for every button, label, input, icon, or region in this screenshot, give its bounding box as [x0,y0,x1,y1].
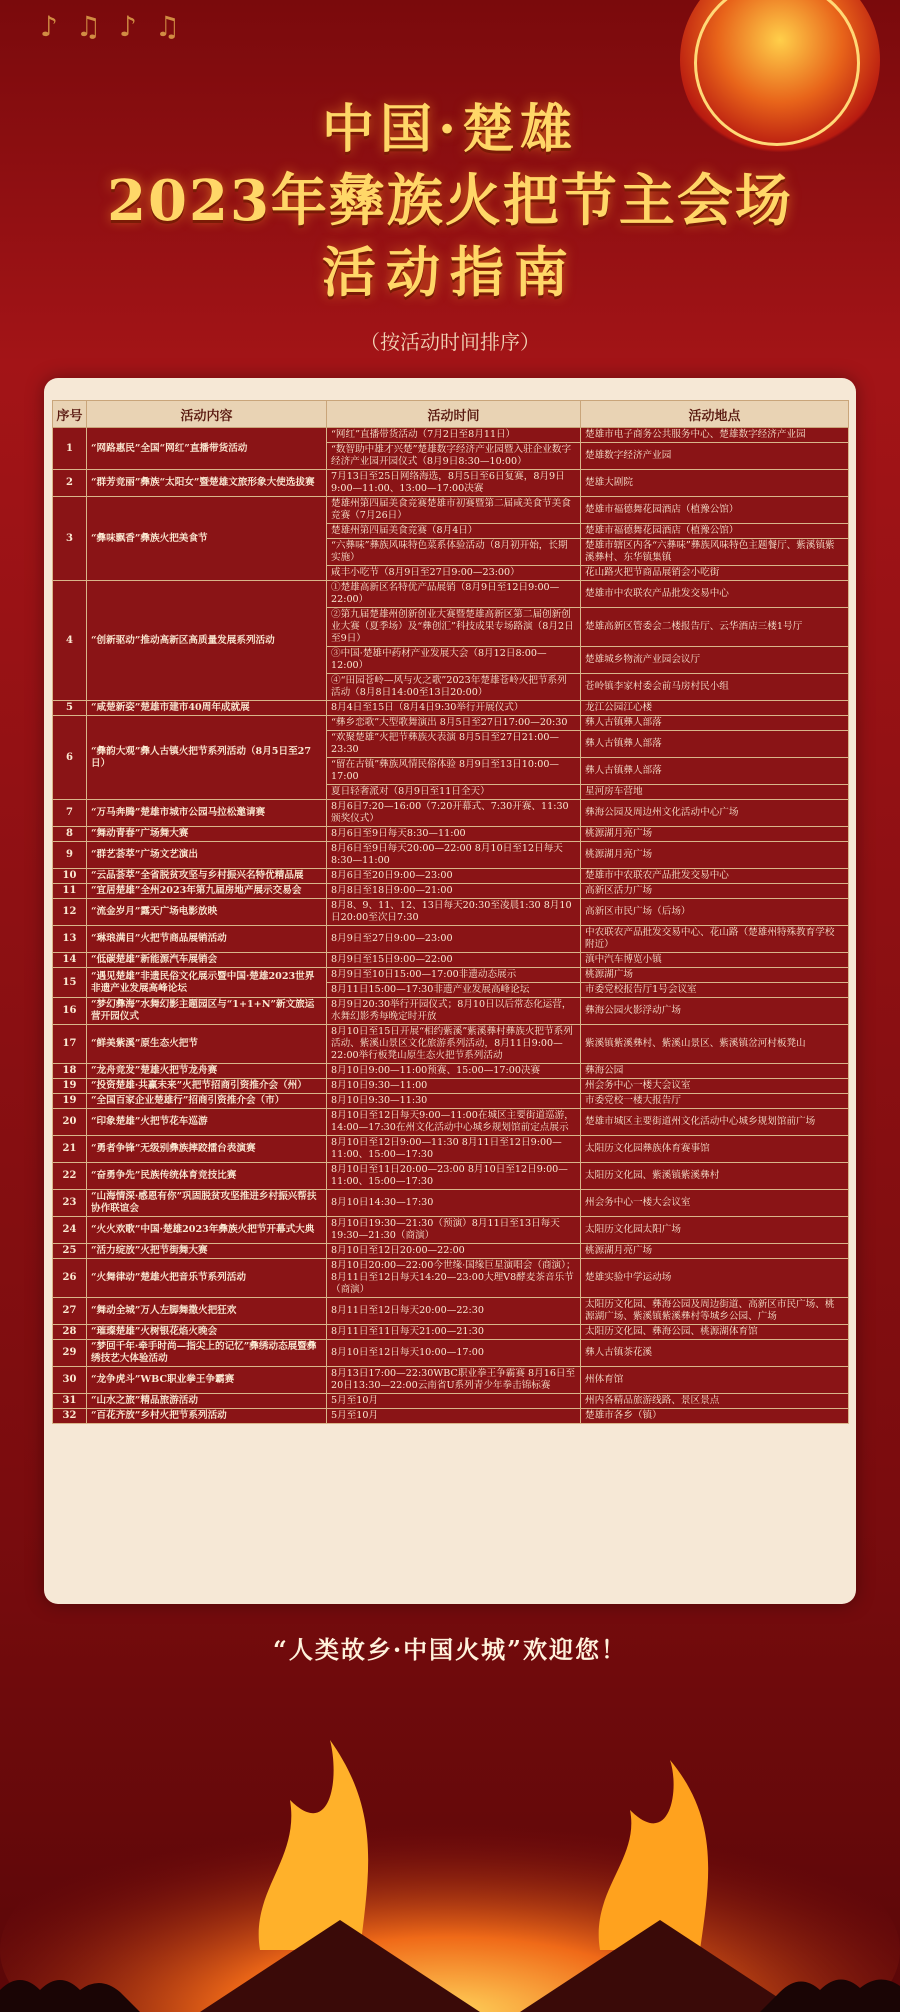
table-row [53,1109,849,1136]
table-body [53,428,849,1424]
time-cell: 8月10日9:30—11:30 [327,1094,581,1109]
place-cell: 中农联农产品批发交易中心、花山路（楚雄州特殊教育学校附近） [581,926,849,953]
table-row [53,1079,849,1094]
table-row [53,1025,849,1064]
time-cell: 8月10日19:30—21:30（预演）8月11日至13日每天19:30—21:30（商演） [327,1217,581,1244]
activity-cell: “印象楚雄”火把节花车巡游 [87,1109,327,1136]
table-row [53,884,849,899]
row-number: 30 [53,1367,87,1394]
row-number: 21 [53,1136,87,1163]
activity-cell: “舞动全城”万人左脚舞撒火把狂欢 [87,1298,327,1325]
music-notes-decoration: ♪♫♪♫ [40,10,198,43]
row-number: 4 [53,581,87,701]
row-number: 18 [53,1064,87,1079]
time-cell: 夏日轻奢派对（8月9日至11日全天） [327,785,581,800]
place-cell: 太阳历文化园、紫溪镇紫溪彝村 [581,1163,849,1190]
row-number: 20 [53,1109,87,1136]
row-number: 17 [53,1025,87,1064]
activity-cell: “群艺荟萃”广场文艺演出 [87,842,327,869]
table-row [53,869,849,884]
table-row [53,1394,849,1409]
table-row [53,827,849,842]
table-row [53,1244,849,1259]
time-cell: 8月8、9、11、12、13日每天20:30至凌晨1:30 8月10日20:00至次日7:30 [327,899,581,926]
place-cell: 州会务中心一楼大会议室 [581,1079,849,1094]
time-cell: ②第九届楚雄州创新创业大赛暨楚雄高新区第二届创新创业大赛（夏季场）及“彝创汇”科技成果专场路演（8月2日至9日） [327,608,581,647]
activity-cell: “活力绽放”火把节街舞大赛 [87,1244,327,1259]
activity-cell: “琳琅满目”火把节商品展销活动 [87,926,327,953]
activity-cell: “群芳竞丽”彝族“太阳女”暨楚雄文旅形象大使选拔赛 [87,470,327,497]
place-cell: 桃源湖月亮广场 [581,827,849,842]
table-row [53,800,849,827]
table-row [53,899,849,926]
time-cell: 8月10日14:30—17:30 [327,1190,581,1217]
row-number: 31 [53,1394,87,1409]
header-no: 序号 [53,401,87,428]
table-row [53,581,849,608]
time-cell: 楚雄州第四届美食竞赛（8月4日） [327,524,581,539]
activity-cell: “低碳楚雄”新能源汽车展销会 [87,953,327,968]
time-cell: 8月9日至15日9:00—22:00 [327,953,581,968]
place-cell: 楚雄数字经济产业园 [581,443,849,470]
place-cell: 太阳历文化园、彝海公园及周边街道、高新区市民广场、桃源湖广场、紫溪镇紫溪彝村等城乡公园、广场 [581,1298,849,1325]
row-number: 9 [53,842,87,869]
time-cell: 5月至10月 [327,1409,581,1424]
title-line-1: 中国·楚雄 [321,99,579,160]
activity-cell: “鲜美紫溪”原生态火把节 [87,1025,327,1064]
time-cell: 8月9日至27日9:00—23:00 [327,926,581,953]
activity-cell: “龙争虎斗”WBC职业拳王争霸赛 [87,1367,327,1394]
place-cell: 彝人古镇茶花溪 [581,1340,849,1367]
place-cell: 州内各精品旅游线路、景区景点 [581,1394,849,1409]
place-cell: 太阳历文化园彝族体育赛事馆 [581,1136,849,1163]
row-number: 16 [53,998,87,1025]
time-cell: 8月10日9:30—11:00 [327,1079,581,1094]
activity-cell: “勇者争锋”无级别彝族摔跤擂台表演赛 [87,1136,327,1163]
header-time: 活动时间 [327,401,581,428]
table-row [53,1409,849,1424]
place-cell: 楚雄市福德舞花园酒店（植豫公馆） [581,524,849,539]
place-cell: 高新区活力广场 [581,884,849,899]
time-cell: 8月8日至18日9:00—21:00 [327,884,581,899]
table-row [53,1259,849,1298]
time-cell: 8月9日20:30举行开园仪式；8月10日以后常态化运营，水舞幻影秀每晚定时开放 [327,998,581,1025]
table-row [53,1163,849,1190]
place-cell: 彝人古镇彝人部落 [581,758,849,785]
place-cell: 市委党校报告厅1号会议室 [581,983,849,998]
table-row [53,1217,849,1244]
time-cell: 咸丰小吃节（8月9日至27日9:00—23:00） [327,566,581,581]
row-number: 28 [53,1325,87,1340]
time-cell: 8月6日7:20—16:00（7:20开幕式、7:30开赛、11:30颁奖仪式） [327,800,581,827]
activity-cell: “网路惠民”全国“网红”直播带货活动 [87,428,327,470]
place-cell: 楚雄市城区主要街道州文化活动中心城乡规划馆前广场 [581,1109,849,1136]
row-number: 19 [53,1094,87,1109]
activity-cell: “流金岁月”露天广场电影放映 [87,899,327,926]
time-cell: 8月10日至12日每天10:00—17:00 [327,1340,581,1367]
place-cell: 彝海公园 [581,1064,849,1079]
time-cell: 楚雄州第四届美食竞赛楚雄市初赛暨第二届咸美食节美食竞赛（7月26日） [327,497,581,524]
table-row [53,1064,849,1079]
schedule-panel [44,378,856,1604]
activity-cell: “全国百家企业楚雄行”招商引资推介会（市） [87,1094,327,1109]
footer-slogan: “人类故乡·中国火城”欢迎您！ [273,1635,627,1664]
table-row [53,470,849,497]
table-row [53,1367,849,1394]
place-cell: 楚雄市中农联农产品批发交易中心 [581,869,849,884]
time-cell: “欢聚楚雄”火把节彝族火表演 8月5日至27日21:00—23:30 [327,731,581,758]
row-number: 27 [53,1298,87,1325]
time-cell: 8月11日15:00—17:30非遗产业发展高峰论坛 [327,983,581,998]
row-number: 5 [53,701,87,716]
row-number: 11 [53,884,87,899]
time-cell: 8月10日至11日20:00—23:00 8月10日至12日9:00—11:00、15:00—17:30 [327,1163,581,1190]
row-number: 15 [53,968,87,998]
place-cell: 桃源湖月亮广场 [581,1244,849,1259]
place-cell: 楚雄市辖区内各“六彝味”彝族风味特色主题餐厅、紫溪镇紫溪彝村、东华镇集镇 [581,539,849,566]
time-cell: 7月13日至25日网络海选，8月5日至6日复赛，8月9日9:00—11:00、13:00—17:00决赛 [327,470,581,497]
time-cell: 8月10日至12日每天9:00—11:00在城区主要街道巡游，14:00—17:30在州文化活动中心城乡规划馆前定点展示 [327,1109,581,1136]
activity-cell: “彝韵大观”彝人古镇火把节系列活动（8月5日至27日） [87,716,327,800]
time-cell: 8月9日至10日15:00—17:00非遗动态展示 [327,968,581,983]
table-row [53,842,849,869]
schedule-table [52,400,849,1424]
time-cell: “六彝味”彝族风味特色菜系体验活动（8月初开始，长期实施） [327,539,581,566]
table-header-row [53,401,849,428]
time-cell: 8月13日17:00—22:30WBC职业拳王争霸赛 8月16日至20日13:30—22:00云南省U系列青少年拳击锦标赛 [327,1367,581,1394]
row-number: 32 [53,1409,87,1424]
row-number: 19 [53,1079,87,1094]
place-cell: 州会务中心一楼大会议室 [581,1190,849,1217]
table-row [53,716,849,731]
row-number: 23 [53,1190,87,1217]
row-number: 7 [53,800,87,827]
place-cell: 楚雄市福德舞花园酒店（植豫公馆） [581,497,849,524]
row-number: 6 [53,716,87,800]
activity-cell: “舞动青春”广场舞大赛 [87,827,327,842]
place-cell: 桃源湖广场 [581,968,849,983]
row-number: 2 [53,470,87,497]
place-cell: 龙江公园江心楼 [581,701,849,716]
header-place: 活动地点 [581,401,849,428]
place-cell: 桃源湖月亮广场 [581,842,849,869]
time-cell: 8月10日至12日20:00—22:00 [327,1244,581,1259]
place-cell: 彝人古镇彝人部落 [581,731,849,758]
time-cell: 8月11日至11日每天21:00—21:30 [327,1325,581,1340]
row-number: 1 [53,428,87,470]
activity-cell: “万马奔腾”楚雄市城市公园马拉松邀请赛 [87,800,327,827]
row-number: 24 [53,1217,87,1244]
place-cell: 楚雄城乡物流产业园会议厅 [581,647,849,674]
title-line-2: 2023年彝族火把节主会场 [107,168,793,234]
row-number: 22 [53,1163,87,1190]
row-number: 10 [53,869,87,884]
activity-cell: “璀璨楚雄”火树银花焰火晚会 [87,1325,327,1340]
table-row [53,701,849,716]
place-cell: 市委党校一楼大报告厅 [581,1094,849,1109]
table-row [53,998,849,1025]
activity-cell: “奋勇争先”民族传统体育竞技比赛 [87,1163,327,1190]
title-line-3: 活动指南 [322,240,578,304]
place-cell: 州体育馆 [581,1367,849,1394]
table-row [53,428,849,443]
time-cell: “网红”直播带货活动（7月2日至8月11日） [327,428,581,443]
place-cell: 紫溪镇紫溪彝村、紫溪山景区、紫溪镇岔河村板凳山 [581,1025,849,1064]
place-cell: 太阳历文化园太阳广场 [581,1217,849,1244]
time-cell: “数智助中雄才兴楚”楚雄数字经济产业园暨入驻企业数字经济产业园开园仪式（8月9日8:30—10:00） [327,443,581,470]
time-cell: 8月10日20:00—22:00今世缘·国缘巨星演唱会（商演）；8月11日至12日每天14:20—23:00大理V8酵麦茶音乐节（商演） [327,1259,581,1298]
row-number: 14 [53,953,87,968]
activity-cell: “宜居楚雄”全州2023年第九届房地产展示交易会 [87,884,327,899]
row-number: 29 [53,1340,87,1367]
table-row [53,1136,849,1163]
table-row [53,1298,849,1325]
table-row [53,926,849,953]
place-cell: 花山路火把节商品展销会小吃街 [581,566,849,581]
time-cell: 8月6日至9日每天8:30—11:00 [327,827,581,842]
time-cell: 5月至10月 [327,1394,581,1409]
row-number: 26 [53,1259,87,1298]
table-row [53,953,849,968]
place-cell: 楚雄市电子商务公共服务中心、楚雄数字经济产业园 [581,428,849,443]
time-cell: 8月6日至20日9:00—23:00 [327,869,581,884]
activity-cell: “创新驱动”推动高新区高质量发展系列活动 [87,581,327,701]
place-cell: 彝海公园及周边州文化活动中心广场 [581,800,849,827]
table-row [53,968,849,983]
time-cell: “彝乡恋歌”大型歌舞演出 8月5日至27日17:00—20:30 [327,716,581,731]
time-cell: 8月10日至12日9:00—11:30 8月11日至12日9:00—11:00、15:00—17:30 [327,1136,581,1163]
row-number: 3 [53,497,87,581]
time-cell: “留在古镇”彝族风情民俗体验 8月9日至13日10:00—17:00 [327,758,581,785]
activity-cell: “火火欢歌”中国·楚雄2023年彝族火把节开幕式大典 [87,1217,327,1244]
time-cell: 8月10日至15日开展“相约紫溪”紫溪彝村彝族火把节系列活动、紫溪山景区文化旅游系列活动，8月11日9:00—22:00举行板凳山原生态火把节系列活动 [327,1025,581,1064]
activity-cell: “火舞律动”楚雄火把音乐节系列活动 [87,1259,327,1298]
row-number: 25 [53,1244,87,1259]
fire-glow [0,1790,900,2012]
time-cell: 8月10日9:00—11:00预赛、15:00—17:00决赛 [327,1064,581,1079]
place-cell: 彝海公园火影浮动广场 [581,998,849,1025]
activity-cell: “龙舟竞发”楚雄火把节龙舟赛 [87,1064,327,1079]
place-cell: 星河房车营地 [581,785,849,800]
subtitle: （按活动时间排序） [360,330,540,354]
bonfire-illustration [0,1720,900,2012]
table-row [53,1325,849,1340]
activity-cell: “百花齐放”乡村火把节系列活动 [87,1409,327,1424]
activity-cell: “彝味飘香”彝族火把美食节 [87,497,327,581]
time-cell: ④“田园苍岭—风与火之歌”2023年楚雄苍岭火把节系列活动（8月8日14:00至13日20:00） [327,674,581,701]
activity-cell: “云品荟萃”全省脱贫攻坚与乡村振兴名特优精品展 [87,869,327,884]
row-number: 12 [53,899,87,926]
activity-cell: “梦幻彝海”水舞幻影主题园区与“1+1+N”新文旅运营开园仪式 [87,998,327,1025]
main-title [0,95,900,307]
place-cell: 苍岭镇李家村委会前马房村民小组 [581,674,849,701]
place-cell: 彝人古镇彝人部落 [581,716,849,731]
place-cell: 太阳历文化园、彝海公园、桃源湖体育馆 [581,1325,849,1340]
place-cell: 高新区市民广场（后场） [581,899,849,926]
place-cell: 楚雄大剧院 [581,470,849,497]
activity-cell: “山水之旅”精品旅游活动 [87,1394,327,1409]
activity-cell: “遇见楚雄”非遗民俗文化展示暨中国·楚雄2023世界非遗产业发展高峰论坛 [87,968,327,998]
time-cell: 8月4日至15日（8月4日9:30举行开展仪式） [327,701,581,716]
header-activity: 活动内容 [87,401,327,428]
table-row [53,497,849,524]
place-cell: 楚雄市各乡（镇） [581,1409,849,1424]
table-row [53,1340,849,1367]
place-cell: 滇中汽车博览小镇 [581,953,849,968]
table-row [53,1190,849,1217]
time-cell: 8月11日至12日每天20:00—22:30 [327,1298,581,1325]
time-cell: ③中国·楚雄中药材产业发展大会（8月12日8:00—12:00） [327,647,581,674]
activity-cell: “梦回千年·牵手时尚—指尖上的记忆”彝绣动态展暨彝绣技艺大体验活动 [87,1340,327,1367]
place-cell: 楚雄市中农联农产品批发交易中心 [581,581,849,608]
place-cell: 楚雄实验中学运动场 [581,1259,849,1298]
place-cell: 楚雄高新区管委会二楼报告厅、云华酒店三楼1号厅 [581,608,849,647]
activity-cell: “投资楚雄·共赢未来”火把节招商引资推介会（州） [87,1079,327,1094]
table-row [53,1094,849,1109]
time-cell: 8月6日至9日每天20:00—22:00 8月10日至12日每天8:30—11:00 [327,842,581,869]
activity-cell: “山海情深·感恩有你”巩固脱贫攻坚推进乡村振兴帮扶协作联谊会 [87,1190,327,1217]
activity-cell: “咸楚新姿”楚雄市建市40周年成就展 [87,701,327,716]
row-number: 13 [53,926,87,953]
time-cell: ①楚雄高新区名特优产品展销（8月9日至12日9:00—22:00） [327,581,581,608]
row-number: 8 [53,827,87,842]
